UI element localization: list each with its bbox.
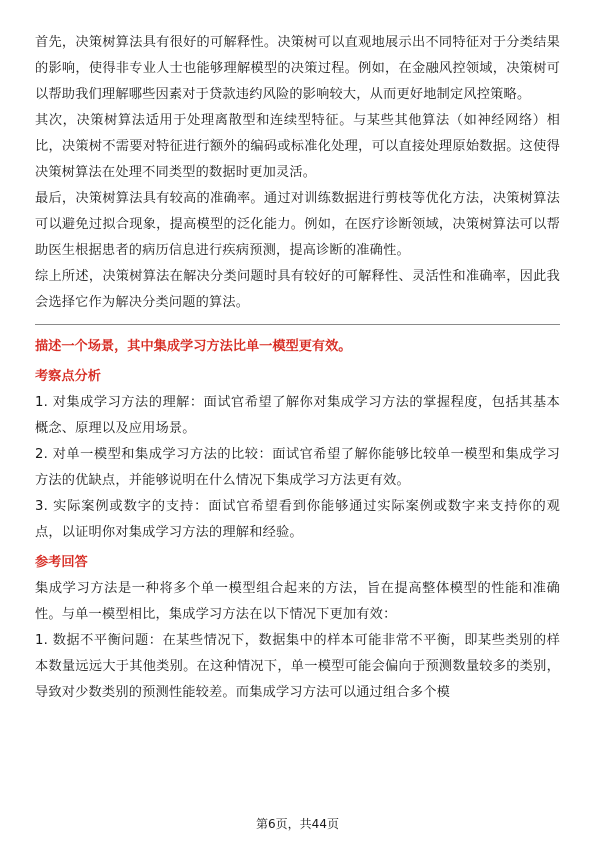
analysis-item-1: 1. 对集成学习方法的理解：面试官希望了解你对集成学习方法的掌握程度，包括其基本概念、原理以及应用场景。 (35, 395, 560, 436)
page-number-footer: 第6页，共44页 (256, 817, 339, 831)
analysis-item-2: 2. 对单一模型和集成学习方法的比较：面试官希望了解你能够比较单一模型和集成学习方法的优缺点，并能够说明在什么情况下集成学习方法更有效。 (35, 447, 560, 488)
answer-heading: 参考回答 (35, 555, 88, 570)
intro-paragraph-3: 最后，决策树算法具有较高的准确率。通过对训练数据进行剪枝等优化方法，决策树算法可以避免过拟合现象，提高模型的泛化能力。例如，在医疗诊断领域，决策树算法可以帮助医生根据患者的病历信息进行疾病预测，提高诊断的准确性。 (35, 191, 560, 258)
document-page (35, 30, 560, 706)
section-divider (35, 324, 560, 325)
analysis-item-3: 3. 实际案例或数字的支持：面试官希望看到你能够通过实际案例或数字来支持你的观点，以证明你对集成学习方法的理解和经验。 (35, 499, 560, 540)
question-title: 描述一个场景，其中集成学习方法比单一模型更有效。 (35, 339, 352, 354)
analysis-heading: 考察点分析 (35, 369, 101, 384)
intro-paragraph-4: 综上所述，决策树算法在解决分类问题时具有较好的可解释性、灵活性和准确率，因此我会选择它作为解决分类问题的算法。 (35, 269, 560, 310)
answer-paragraph-1: 集成学习方法是一种将多个单一模型组合起来的方法，旨在提高整体模型的性能和准确性。与单一模型相比，集成学习方法在以下情况下更加有效： (35, 581, 560, 622)
intro-paragraph-2: 其次，决策树算法适用于处理离散型和连续型特征。与某些其他算法（如神经网络）相比，决策树不需要对特征进行额外的编码或标准化处理，可以直接处理原始数据。这使得决策树算法在处理不同类型的数据时更加灵活。 (35, 113, 560, 180)
intro-paragraph-1: 首先，决策树算法具有很好的可解释性。决策树可以直观地展示出不同特征对于分类结果的影响，使得非专业人士也能够理解模型的决策过程。例如，在金融风控领域，决策树可以帮助我们理解哪些因素对于贷款违约风险的影响较大，从而更好地制定风控策略。 (35, 35, 560, 102)
answer-paragraph-2: 1. 数据不平衡问题：在某些情况下，数据集中的样本可能非常不平衡，即某些类别的样本数量远远大于其他类别。在这种情况下，单一模型可能会偏向于预测数量较多的类别，导致对少数类别的预测性能较差。而集成学习方法可以通过组合多个模 (35, 633, 560, 700)
